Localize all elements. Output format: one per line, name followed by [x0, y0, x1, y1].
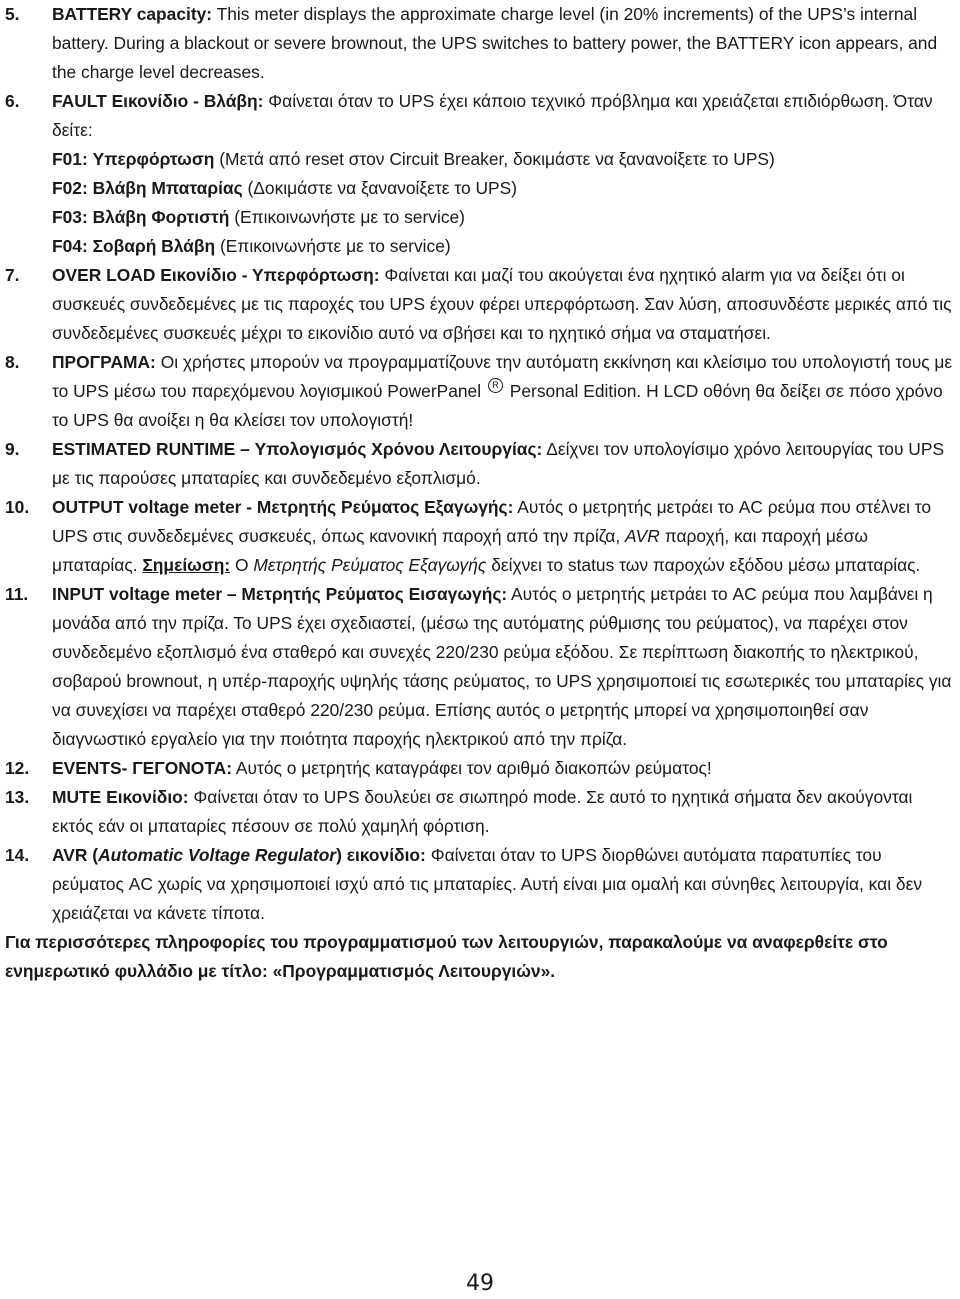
- list-item-fault: [0, 87, 960, 261]
- item-title-part: AVR (: [52, 845, 99, 865]
- item-body: Φαίνεται και μαζί του ακούγεται ένα ηχητικό alarm για να δείξει ότι οι συσκευές συνδεδεμένες με τις παροχές του UPS έχουν φέρει υπερφόρτωση. Σαν λύση, αποσυνδέστε μερικές από τις συνδεδεμένες συσκευές μέχρι το εικονίδιο αυτό να σβήσει και το ηχητικό σήμα να σταματήσει.: [52, 265, 952, 343]
- item-number: 11.: [5, 584, 29, 604]
- page-number: 49: [466, 1271, 494, 1296]
- list-item-avr: [0, 841, 960, 928]
- item-number: 7.: [5, 265, 20, 285]
- item-title: MUTE Εικονίδιο:: [52, 787, 189, 807]
- item-body: Δείχνει τον υπολογίσιμο χρόνο λειτουργίας του UPS με τις παρούσες μπαταρίες και συνδεδεμένο εξοπλισμό.: [52, 439, 945, 488]
- item-title: INPUT voltage meter – Μετρητής Ρεύματος Εισαγωγής:: [52, 584, 508, 604]
- item-number: 12.: [5, 758, 30, 778]
- note-italic: Μετρητής Ρεύματος Εξαγωγής: [253, 555, 487, 575]
- fault-code-line: [52, 174, 956, 203]
- item-title: FAULT Εικονίδιο - Βλάβη:: [52, 91, 264, 111]
- item-body: Αυτός ο μετρητής καταγράφει τον αριθμό διακοπών ρεύματος!: [235, 758, 712, 778]
- item-body: Φαίνεται όταν το UPS δουλεύει σε σιωπηρό mode. Σε αυτό το ηχητικά σήματα δεν ακούγονται εκτός εάν οι μπαταρίες πέσουν σε πολύ χαμηλή φόρτιση.: [52, 787, 913, 836]
- fault-code-line: [52, 145, 956, 174]
- list-item-overload: [0, 261, 960, 348]
- list-item-events: [0, 754, 960, 783]
- item-number: 5.: [5, 4, 20, 24]
- item-number: 8.: [5, 352, 20, 372]
- item-body: Φαίνεται όταν το UPS έχει κάποιο τεχνικό πρόβλημα και χρειάζεται επιδιόρθωση. Όταν δείτε:: [52, 91, 933, 140]
- list-item-battery: [0, 0, 960, 87]
- list-item-input-meter: [0, 580, 960, 754]
- avr-term: AVR: [625, 526, 660, 546]
- list-item-output-meter: [0, 493, 960, 580]
- fault-desc: (Επικοινωνήστε με το service): [219, 236, 451, 256]
- list-item-mute: [0, 783, 960, 841]
- item-title: ESTIMATED RUNTIME – Υπολογισμός Χρόνου Λειτουργίας:: [52, 439, 543, 459]
- fault-desc: (Δοκιμάστε να ξανανοίξετε το UPS): [247, 178, 518, 198]
- item-number: 14.: [5, 845, 30, 865]
- fault-code: F03: Βλάβη Φορτιστή: [52, 207, 230, 227]
- item-number: 13.: [5, 787, 30, 807]
- item-title-part: ) εικονίδιο:: [336, 845, 426, 865]
- fault-desc: (Επικοινωνήστε με το service): [234, 207, 465, 227]
- note-text: Ο: [235, 555, 249, 575]
- item-number: 6.: [5, 91, 20, 111]
- item-title: [52, 845, 426, 865]
- item-body: Φαίνεται όταν το UPS διορθώνει αυτόματα παρατυπίες του ρεύματος AC χωρίς να χρησιμοποιεί ισχύ από τις μπαταρίες. Αυτή είναι μια ομαλή και σύνηθες λειτουργία, και δεν χρειάζεται να κάνετε τίποτα.: [52, 845, 923, 923]
- item-number: 10.: [5, 497, 30, 517]
- item-title: OUTPUT voltage meter - Μετρητής Ρεύματος Εξαγωγής:: [52, 497, 514, 517]
- item-title: ΠΡΟΓΡΑΜΑ:: [52, 352, 156, 372]
- list-item-program: [0, 348, 960, 435]
- item-title: BATTERY capacity:: [52, 4, 213, 24]
- item-body-cont: παροχή, και παροχή μέσω μπαταρίας.: [52, 526, 868, 575]
- item-title: EVENTS- ΓΕΓΟΝΟΤΑ:: [52, 758, 233, 778]
- footer-note: Για περισσότερες πληροφορίες του προγραμματισμού των λειτουργιών, παρακαλούμε να αναφερθείτε στο ενημερωτικό φυλλάδιο με τίτλο: «Προγραμματισμός Λειτουργιών».: [5, 932, 888, 981]
- registered-mark-icon: R: [488, 378, 503, 393]
- item-body: Οι χρήστες μπορούν να προγραμματίζουνε την αυτόματη εκκίνηση και κλείσιμο του υπολογιστή τους με το UPS μέσω του παρεχόμενου λογισμικού PowerPanel: [52, 352, 953, 401]
- note-label: Σημείωση:: [142, 555, 231, 575]
- fault-code: F02: Βλάβη Μπαταρίας: [52, 178, 243, 198]
- fault-code-line: [52, 232, 956, 261]
- item-number: 9.: [5, 439, 20, 459]
- item-title: OVER LOAD Εικονίδιο - Υπερφόρτωση:: [52, 265, 380, 285]
- fault-code-line: [52, 203, 956, 232]
- item-body-cont: Personal Edition. Η LCD οθόνη θα δείξει σε πόσο χρόνο το UPS θα ανοίξει η θα κλείσει τον υπολογιστή!: [52, 381, 943, 430]
- item-title-italic: Automatic Voltage Regulator: [98, 845, 337, 865]
- fault-code: F04: Σοβαρή Βλάβη: [52, 236, 216, 256]
- fault-code: F01: Υπερφόρτωση: [52, 149, 215, 169]
- item-body: Αυτός ο μετρητής μετράει το AC ρεύμα που στέλνει το UPS στις συνδεδεμένες συσκευές, όπως κανονική παροχή από την πρίζα,: [52, 497, 932, 546]
- list-item-runtime: [0, 435, 960, 493]
- fault-desc: (Μετά από reset στον Circuit Breaker, δοκιμάστε να ξανανοίξετε το UPS): [219, 149, 775, 169]
- item-body: This meter displays the approximate charge level (in 20% increments) of the UPS’s internal battery. During a blackout or severe brownout, the UPS switches to battery power, the BATTERY icon appears, and the charge level decreases.: [52, 4, 938, 82]
- item-body: Αυτός ο μετρητής μετράει το AC ρεύμα που λαμβάνει η μονάδα από την πρίζα. Το UPS έχει σχεδιαστεί, (μέσω της αυτόματης ρύθμισης του ρεύματος), να παρέχει στον συνδεδεμένο εξοπλισμό ένα σταθερό και συνεχές 220/230 ρεύμα εξόδου. Σε περίπτωση διακοπής το ηλεκτρικού, σοβαρού brownout, η υπέρ-παροχής υψηλής τάσης ρεύματος, το UPS χρησιμοποιεί τις εσωτερικές του μπαταρίες για να συνεχίσει να παρέχει σταθερό 220/230 ρεύμα. Επίσης αυτός ο μετρητής μπορεί να χρησιμοποιηθεί σαν διαγνωστικό εργαλείο για την ποιότητα παροχής ηλεκτρικού από την πρίζα.: [52, 584, 952, 749]
- note-text-cont: δείχνει το status των παροχών εξόδου μέσω μπαταρίας.: [491, 555, 921, 575]
